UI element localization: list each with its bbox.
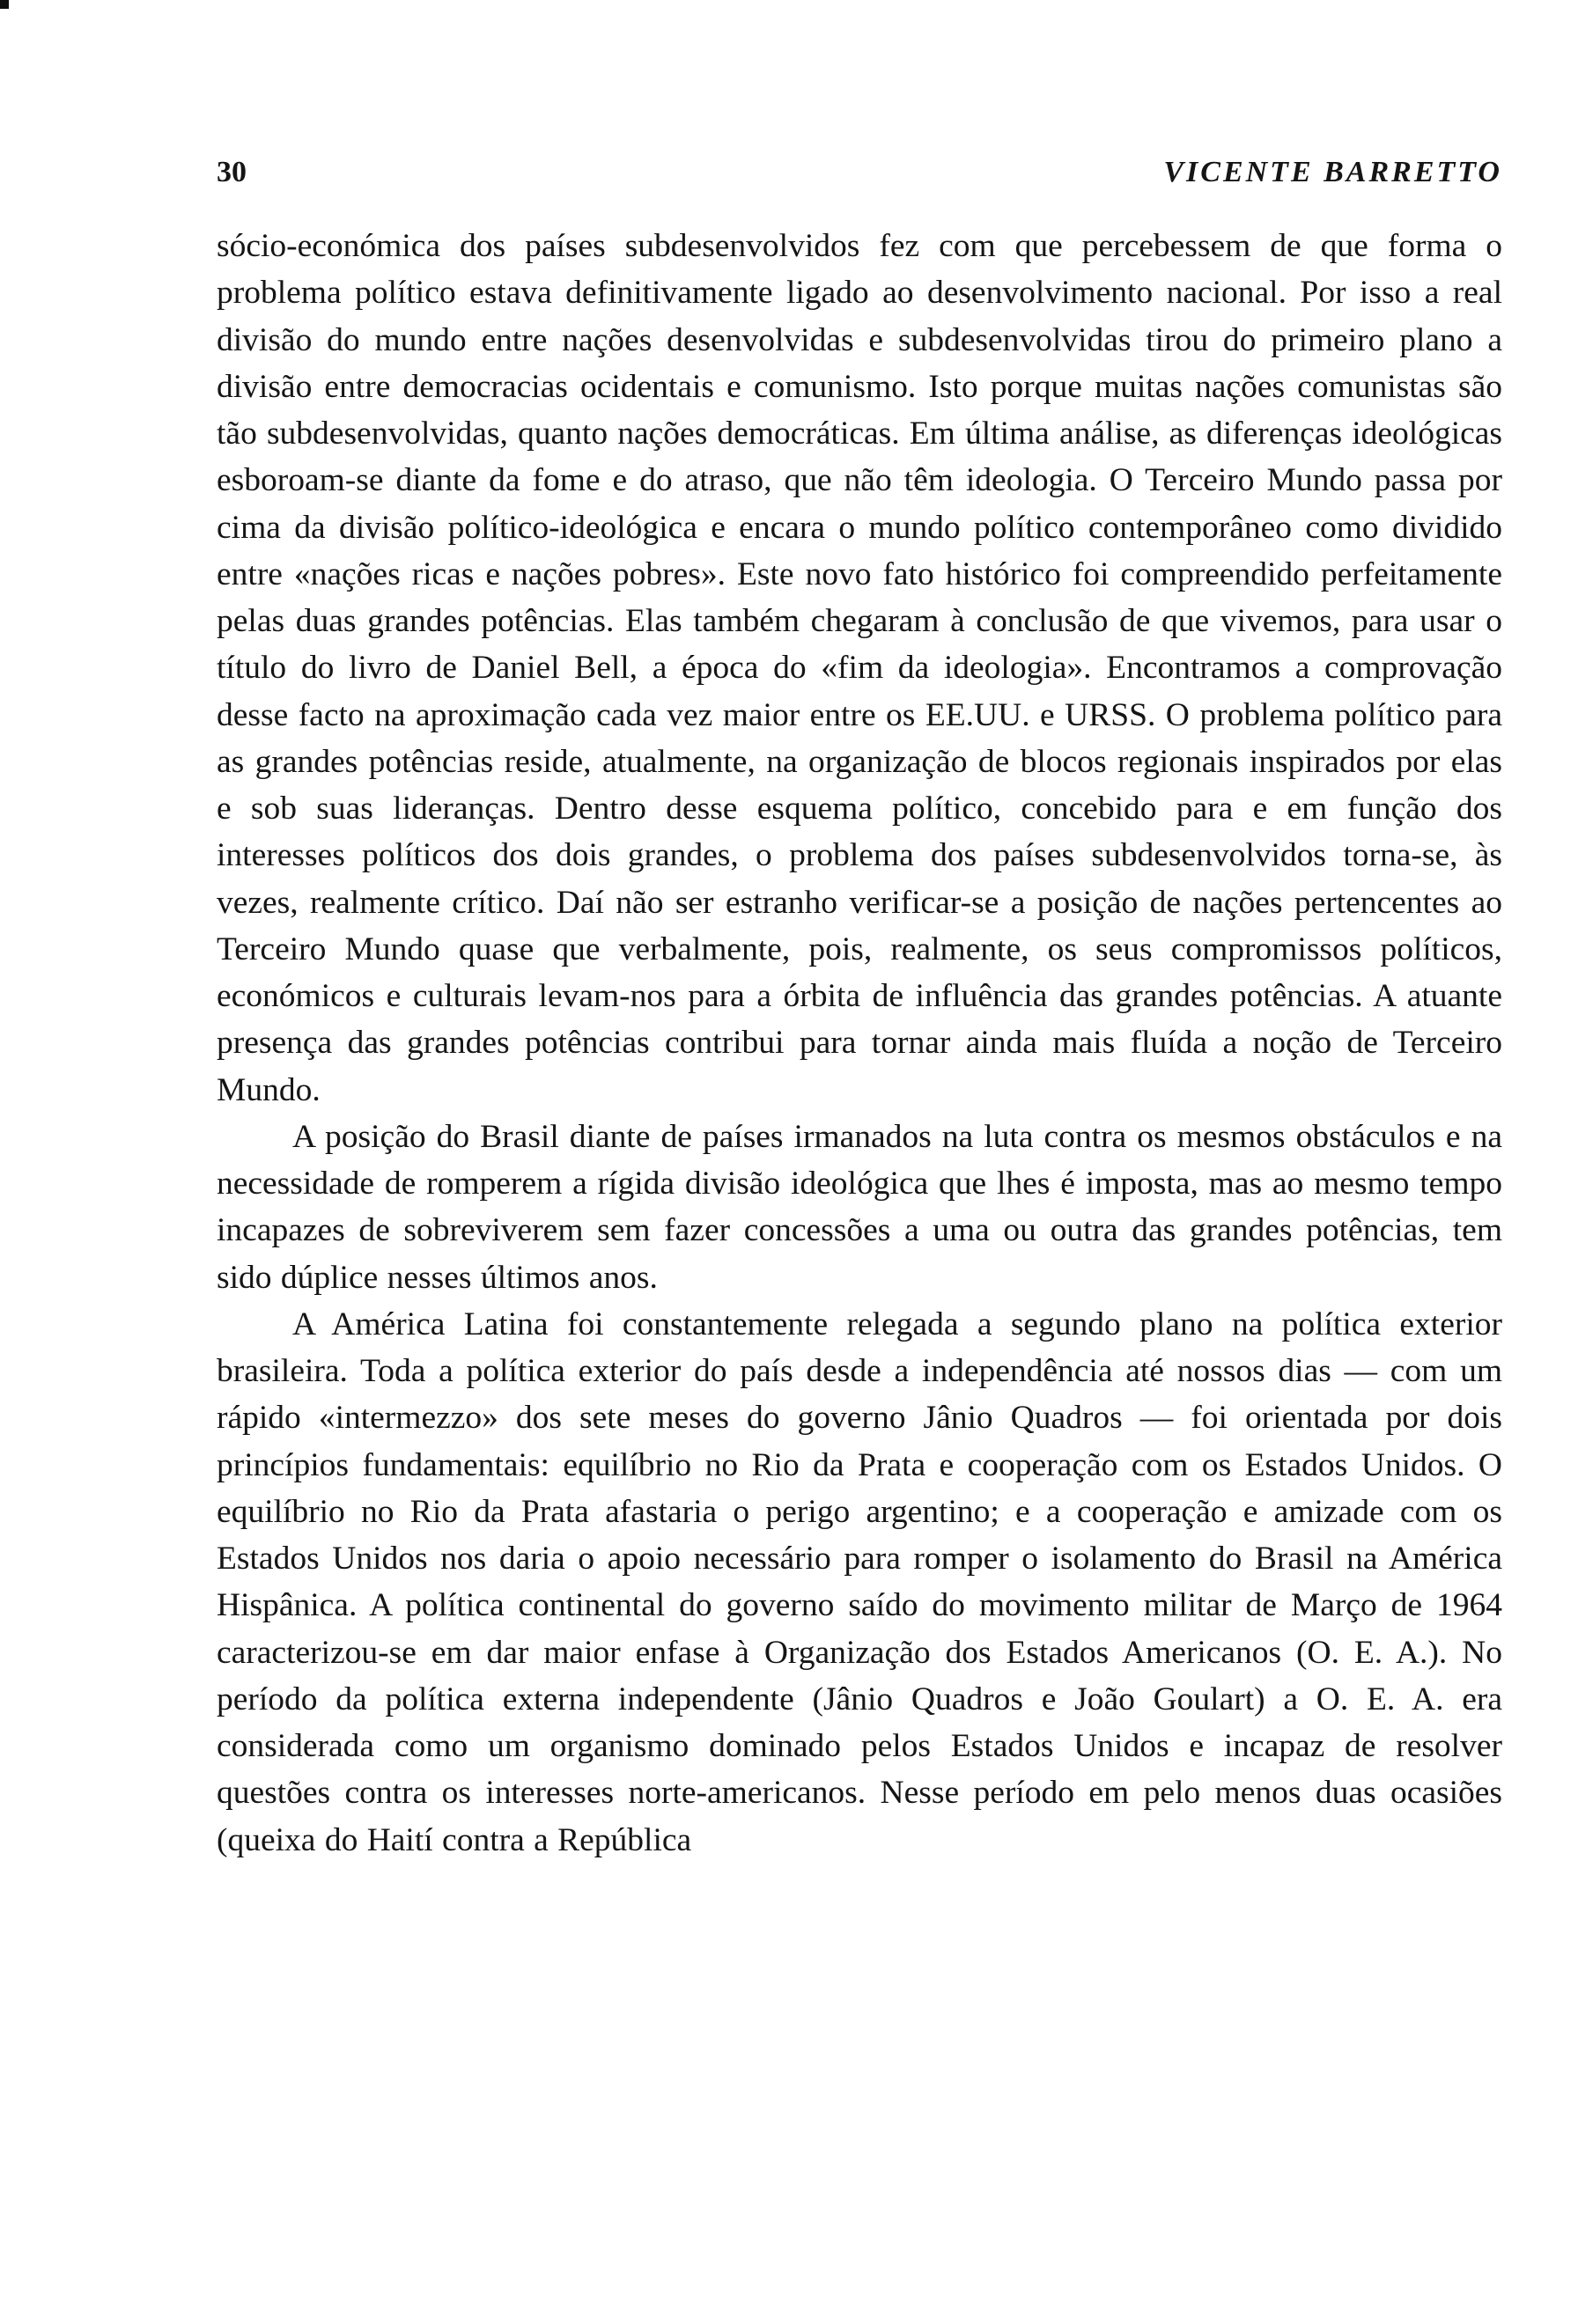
page-header [217, 155, 1502, 202]
scan-corner-mark [0, 0, 9, 9]
page-number: 30 [217, 156, 247, 188]
paragraph-brazil-position: A posição do Brasil diante de países irmanados na luta contra os mesmos obstáculos e na necessidade de romperem a rígida divisão ideológica que lhes é imposta, mas ao mesmo tempo incapazes de sobreviverem sem fazer concessões a uma ou outra das grandes potências, tem sido dúplice nesses últimos anos. [217, 1118, 1502, 1296]
paragraph-continuation: sócio-económica dos países subdesenvolvidos fez com que percebessem de que forma o problema político estava definitivamente ligado ao desenvolvimento nacional. Por isso a real divisão do mundo entre nações desenvolvidas e subdesenvolvidas tirou do primeiro plano a divisão entre democracias ocidentais e comunismo. Isto porque muitas nações comunistas são tão subdesenvolvidas, quanto nações democráticas. Em última análise, as diferenças ideológicas esboroam-se diante da fome e do atraso, que não têm ideologia. O Terceiro Mundo passa por cima da divisão político-ideológica e encara o mundo político contemporâneo como dividido entre «nações ricas e nações pobres». Este novo fato histórico foi compreendido perfeitamente pelas duas grandes potências. Elas também chegaram à conclusão de que vivemos, para usar o título do livro de Daniel Bell, a época do «fim da ideologia». Encontramos a comprovação desse facto na aproximação cada vez maior entre os EE.UU. e URSS. O problema político para as grandes potências reside, atualmente, na organização de blocos regionais inspirados por elas e sob suas lideranças. Dentro desse esquema político, concebido para e em função dos interesses políticos dos dois grandes, o problema dos países subdesenvolvidos torna-se, às vezes, realmente crítico. Daí não ser estranho verificar-se a posição de nações pertencentes ao Terceiro Mundo quase que verbalmente, pois, realmente, os seus compromissos políticos, económicos e culturais levam-nos para a órbita de influência das grandes potências. A atuante presença das grandes potências contribui para tornar ainda mais fluída a noção de Terceiro Mundo. [217, 228, 1502, 1108]
running-head-author: VICENTE BARRETTO [1163, 156, 1502, 188]
paragraph-latin-america: A América Latina foi constantemente relegada a segundo plano na política exterior brasileira. Toda a política exterior do país desde a independência até nossos dias — com um rápido «intermezzo» dos sete meses do governo Jânio Quadros — foi orientada por dois princípios fundamentais: equilíbrio no Rio da Prata e cooperação com os Estados Unidos. O equilíbrio no Rio da Prata afastaria o perigo argentino; e a cooperação e amizade com os Estados Unidos nos daria o apoio necessário para romper o isolamento do Brasil na América Hispânica. A política continental do governo saído do movimento militar de Março de 1964 caracterizou-se em dar maior enfase à Organização dos Estados Americanos (O. E. A.). No período da política externa independente (Jânio Quadros e João Goulart) a O. E. A. era considerada como um organismo dominado pelos Estados Unidos e incapaz de resolver questões contra os interesses norte-americanos. Nesse período em pelo menos duas ocasiões (queixa do Haití contra a República [217, 1305, 1502, 1858]
body-text [217, 223, 1502, 2283]
